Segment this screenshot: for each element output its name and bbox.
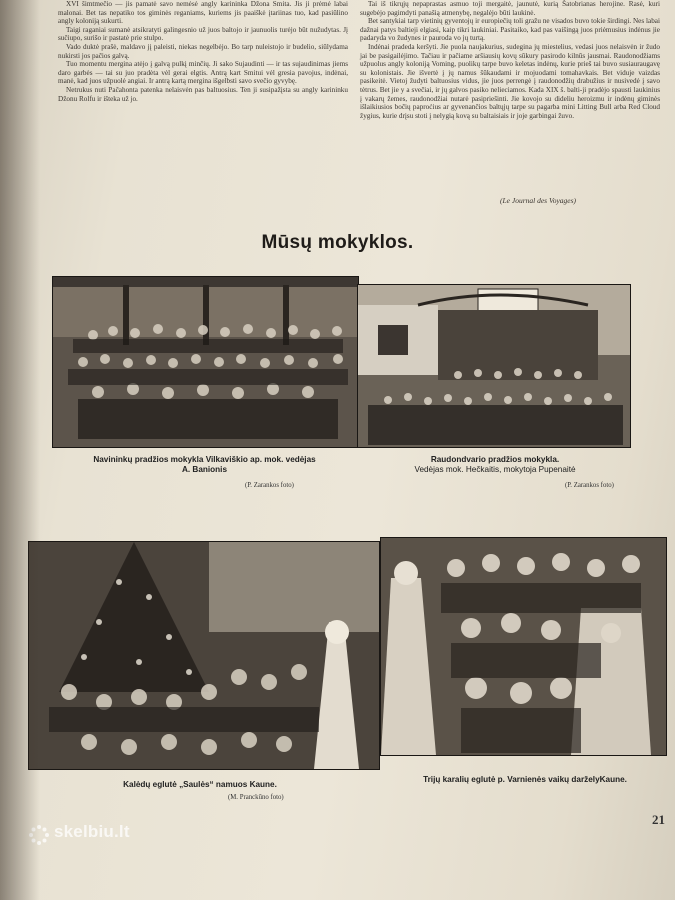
article-paragraph: Tai iš tikrųjų nepaprastas asmuo toji mergaitė, jaunutė, kurią Šatobrianas herojine. Rasė, kuri sugebėjo pagimdyti panašią atmenybę, negalėjo būti laukinė.	[360, 0, 660, 17]
article-paragraph: Taigi raganiai sumanė atsikratyti galingesnio už juos baltojo ir jaunuolis turėjo būt nužudytas. Jį sučiupo, surišo ir pastatė prie stulpo.	[58, 25, 348, 43]
section-title: Mūsų mokyklos.	[261, 232, 414, 253]
article-right-column	[360, 0, 660, 120]
photo-caption	[360, 455, 630, 475]
caption-line: Navininkų pradžios mokykla Vilkaviškio ap. mok. vedėjas	[93, 455, 316, 464]
photo-caption: Trijų karalių eglutė p. Varnienės vaikų darželyKaune.	[423, 775, 627, 784]
article-source: (Le Journal des Voyages)	[500, 196, 577, 205]
article-left-column	[58, 0, 348, 103]
article-paragraph: Indėnai pradeda keršyti. Jie puola naujakurius, sudegina jų miestelius, vedasi juos nelaisvėn ir žudo jai be pasigailėjimo. Tačiau ir pačiame aršiausių kovų sūkury pasirodo kilnūs jausmai. Raudonodžiams užpuolus angly koloniją Voming, puolikų tarpe buvo keletas indėnų, kurie prieš tai buvo susiauraugavę su kolonistais. Jie išvertė į jų namus šūkaudami ir mojuodami tomahavkais. Bet viduje vaizdas pasikeitė. Vietoj žudyti baltuosius vidus, jie juos perrengė į raudonodžių drabužius ir nusivedė į savo tėtrus. Bet jie y a svečiai, ir jų galvos pasiko nelieciamos. Kada XIX š. balti-ji pradėjo spausti laukinius į vakarų žemes, raudonodžiai nutarė pasipriešinti. Jie kovojo su dideliu heroizmu ir indėnų giminės išlaikiusios bočių paproćius ar gyvenančios baltųjų tarpe su pagarba mini Litting Bull arba Red Cloud žygius, kurie drįsu stoti į nelygią kovą su baltaisiais ir joje garbingai žuvo.	[360, 42, 660, 120]
page-number: 21	[652, 812, 665, 827]
photo-credit: (M. Pranckūno foto)	[228, 794, 284, 801]
caption-line: A. Banionis	[181, 465, 228, 474]
article-paragraph: Tuo momentu mergina atėjo į galvą pulkį minčių. Ji sako Sujaudinti — ir tas sujaudinimas jiems daro garbės — tai su juo pradėta vėl gerai elgtis. Antrą kart Smitui vėl gresia pavojus, indėnai, manė, kad juos užpuolė angiai. Ir antrą kartą mergina išgelbsti savo svečio gyvybę.	[58, 60, 348, 86]
watermark-text: skelbiu.lt	[54, 822, 130, 841]
article-paragraph: Vado duktė prašė, maldavo jį paleisti, niekas negelbėjo. Bo tarp nuleistojo ir budelio, siūlydama nukirsti jos pačios galvą.	[58, 42, 348, 60]
caption-line: Raudondvario pradžios mokykla.	[430, 455, 560, 464]
photo-caption	[52, 455, 357, 475]
photo-credit: (P. Zarankos foto)	[245, 482, 294, 489]
school-photo-raudondvaris	[357, 284, 631, 448]
photo-credit: (P. Zarankos foto)	[565, 482, 614, 489]
article-paragraph: Bet santykiai tarp vietinių gyventojų ir europiečių toli gražu ne visados buvo tokie širdingi. Nes labai dažnai patys baltieji elgiasi, kaip tikri laukiniai. Pasitaiko, kad pas vaišingą juos priėmusius indėnus jie padaryda vo žudynes ir pauroda vo jų turtą.	[360, 17, 660, 43]
caption-line: Vedėjas mok. Hečkaitis, mokytoja Pupenaitė	[414, 465, 576, 474]
school-photo-navininkai	[52, 276, 359, 448]
christmas-tree-photo	[28, 541, 380, 770]
photo-caption: Kalėdų eglutė „Saulės“ namuos Kaune.	[123, 780, 277, 789]
article-paragraph: XVI šimtmečio — jis pamatė savo nemėsė angly karininka Džona Smita. Jis ji prėmė labai malonai. Bet tas nepatiko tos giminės reganiams, kuriems jis paaiškė įtariinas tuo, kad pasiūlino angly koloniją sukurti.	[58, 0, 348, 26]
watermark-logo-icon	[28, 824, 50, 846]
article-paragraph: Netrukus nuti Pačahonta patenka nelaisvėn pas baltuosius. Ten ji susipažįsta su angly karininku Džonu Rolfu ir išteka už jo.	[58, 85, 348, 103]
three-kings-photo	[380, 537, 667, 756]
